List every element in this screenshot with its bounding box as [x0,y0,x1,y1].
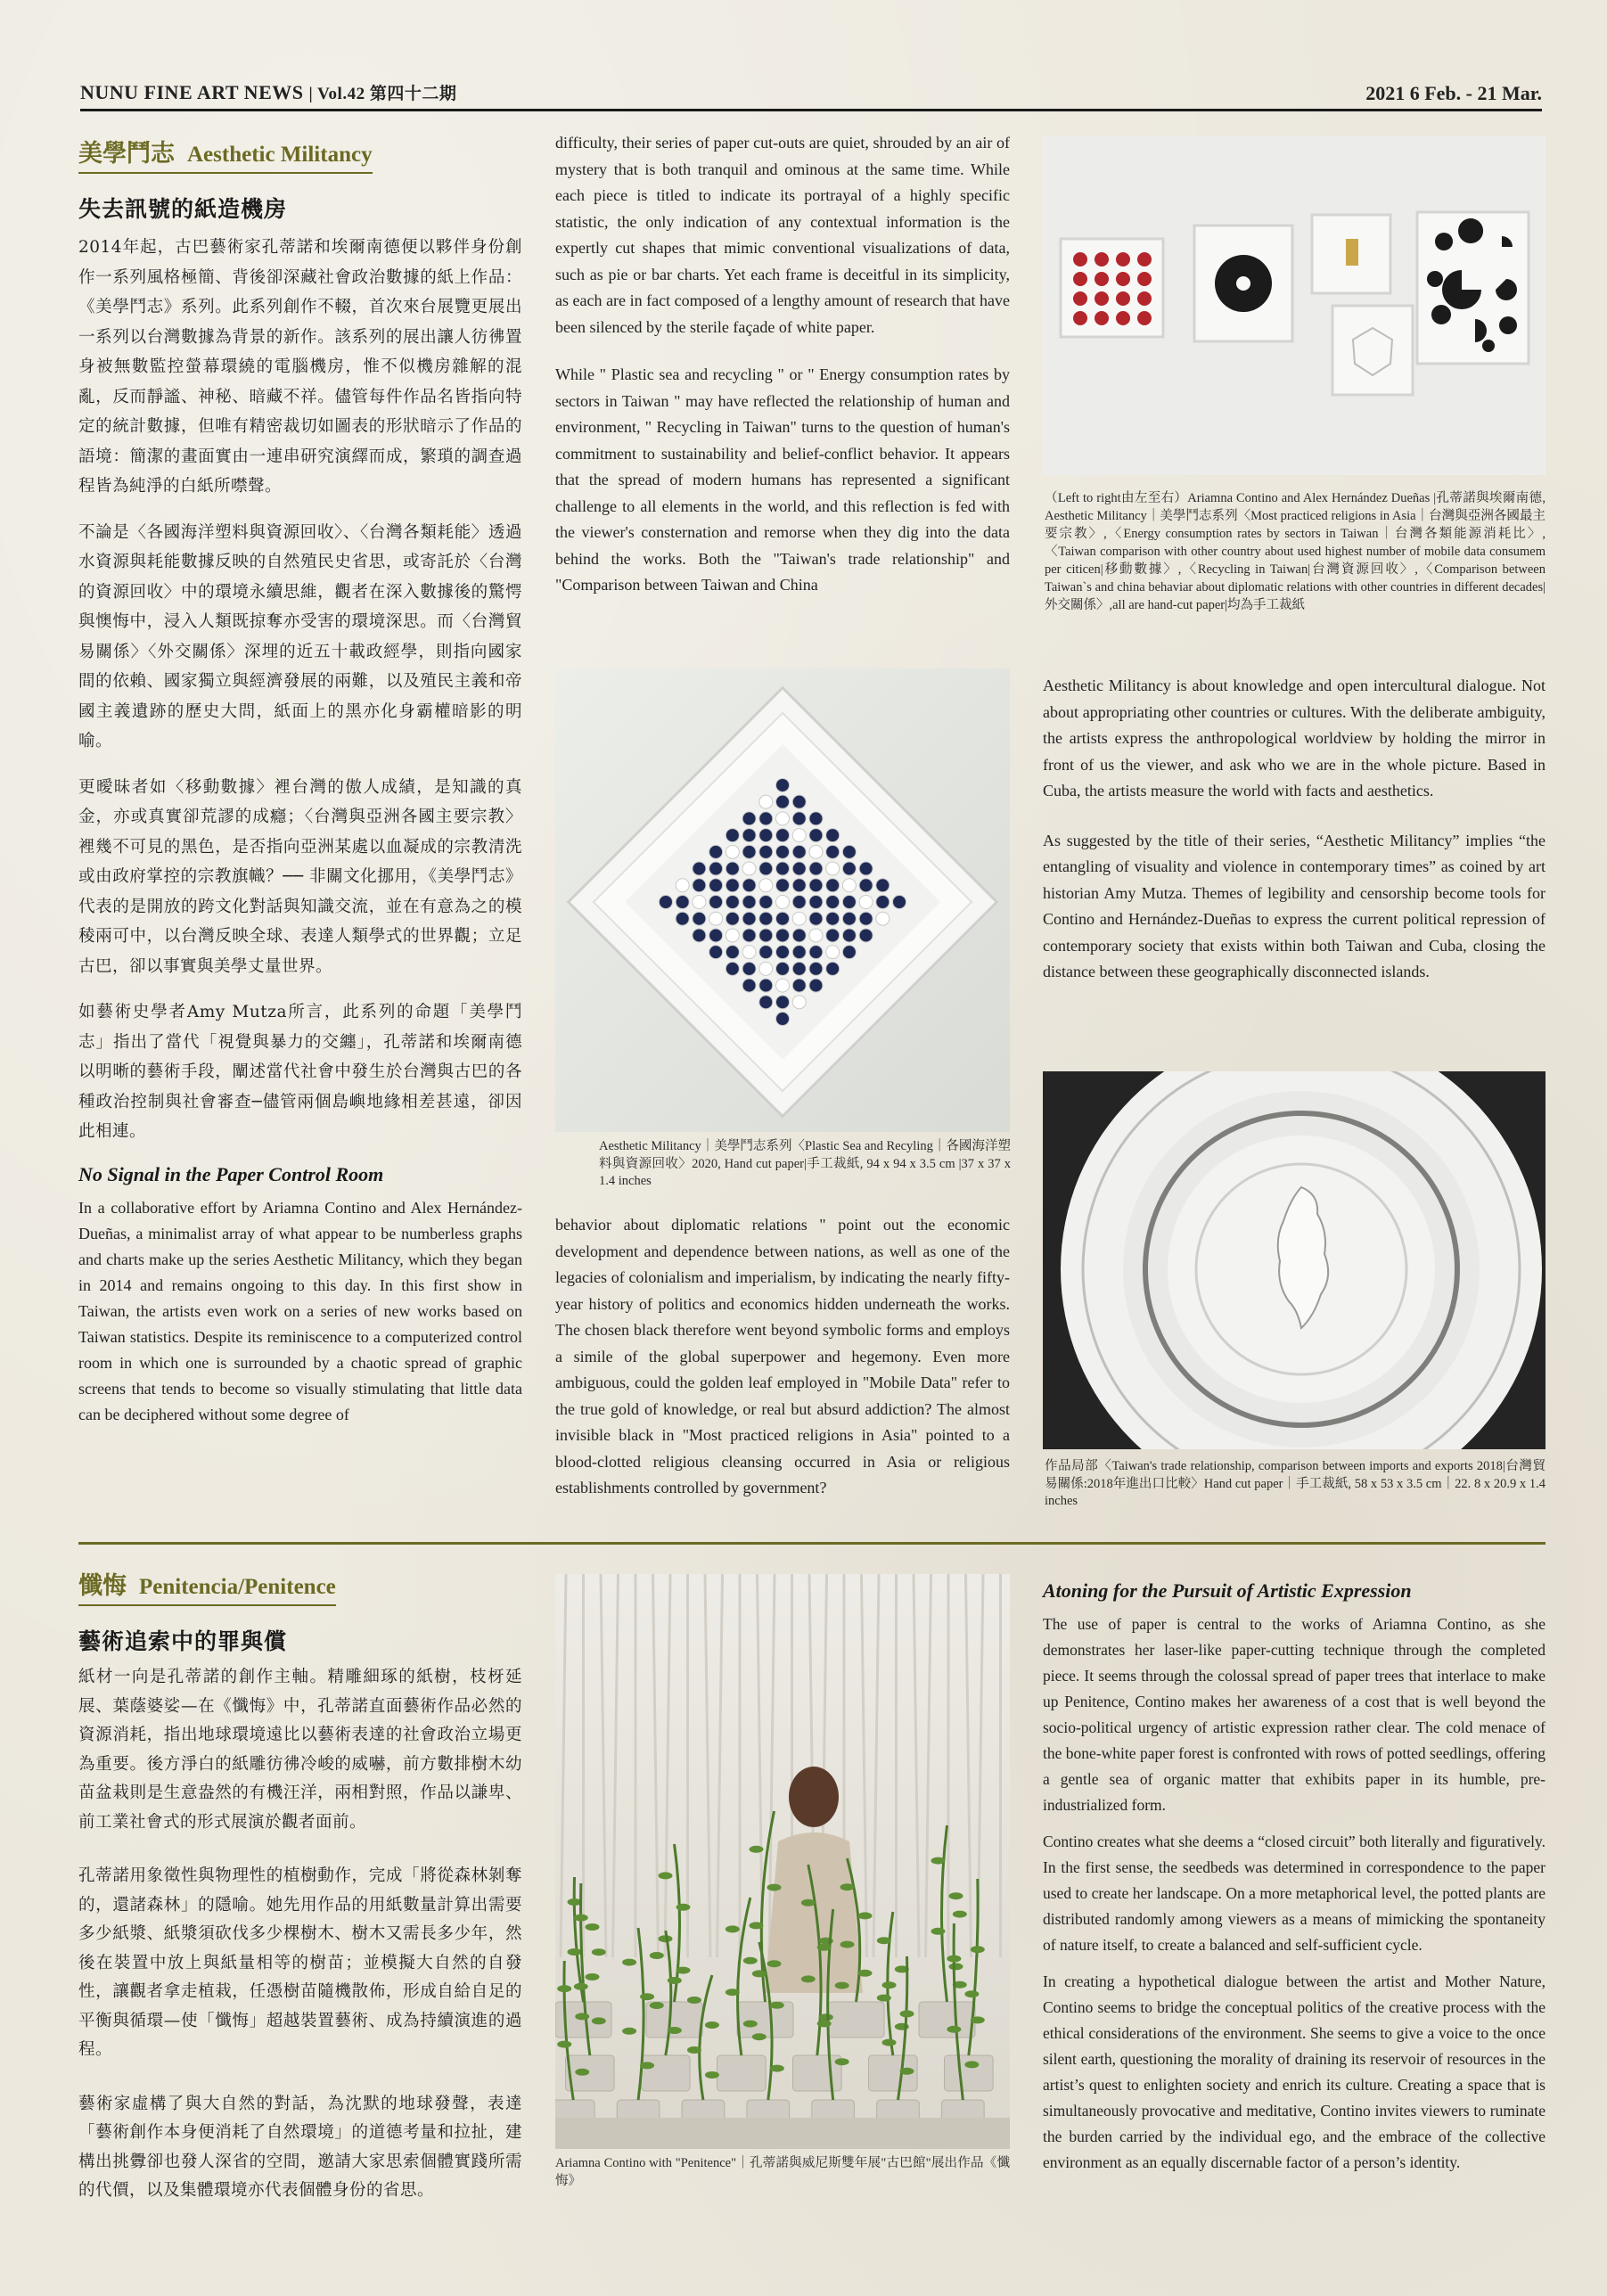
diamond-dot [776,778,790,791]
section2-title-en: Penitencia/Penitence [139,1575,336,1599]
diamond-dot [792,862,806,875]
diamond-dot [809,812,823,825]
diamond-dot [742,912,756,925]
diamond-dot [792,896,806,909]
red-dot [1116,252,1130,266]
diamond-dot [826,896,840,909]
section1-en-paragraph: Aesthetic Militancy is about knowledge and open intercultural dialogue. Not about appropriating other countries or cultures. With the deliberate ambiguity, the artists express the anthropological worldview by holding the mirror in front of us the viewer, and ask who we are in the whole picture. Based in Cuba, the artists measure the world with facts and aesthetics. [1043,676,1546,800]
frame-recycling [1332,306,1413,395]
diamond-dot [759,862,773,875]
diamond-dot [792,812,806,825]
diamond-dot [792,845,806,858]
diamond-dot [876,896,890,909]
diamond-dot [726,946,739,959]
diamond-dot [859,862,873,875]
diamond-dot [842,912,856,925]
diamond-dot [726,879,739,892]
red-dot [1073,252,1087,266]
diamond-dot [842,896,856,909]
section1-subtitle-en: No Signal in the Paper Control Room [78,1162,384,1185]
section1-heading [78,134,373,174]
red-dot [1137,272,1152,286]
section2-title-zh: 懺悔 [78,1572,127,1599]
diamond-dot [776,929,790,942]
diamond-dot [742,862,756,875]
date-range: 2021 6 Feb. - 21 Mar. [1365,82,1542,104]
diamond-dot [759,946,773,959]
photo-penitence [555,1574,1010,2149]
diamond-dot [809,962,823,975]
diamond-artwork-svg [555,668,1010,1132]
diamond-dot [842,879,856,892]
diamond-dot [742,929,756,942]
publication-title [80,80,456,104]
diamond-dot [726,912,739,925]
diamond-dot [809,896,823,909]
diamond-dot [809,946,823,959]
section2-column3 [1043,1579,1546,2186]
diamond-dot [776,979,790,992]
diamond-dot [709,862,723,875]
diamond-dot [776,845,790,858]
red-dot [1137,252,1152,266]
diamond-dot [759,962,773,975]
diamond-dot [842,862,856,875]
diamond-dot [759,979,773,992]
diamond-dot [859,896,873,909]
diamond-dot [709,879,723,892]
diamond-dot [792,912,806,925]
diamond-dot [726,862,739,875]
diamond-dot [809,862,823,875]
red-dot [1073,291,1087,306]
diamond-dot [676,912,689,925]
section1-zh-paragraph: 如藝術史學者Amy Mutza所言，此系列的命題「美學鬥志」指出了當代「視覺與暴力的交纏」，孔蒂諾和埃爾南德以明晰的藝術手段，闡述當代社會中發生於台灣與古巴的各種政治控制與社會審查─儘管兩個島嶼地緣相差甚遠，卻因此相連。 [78,1003,522,1141]
red-dot [1116,272,1130,286]
diamond-dot [759,996,773,1009]
diamond-dot [776,962,790,975]
red-dot [1073,272,1087,286]
caption-trade-detail: 作品局部〈Taiwan's trade relationship, comparison between imports and exports 2018|台灣貿易關係:2018年進出口比較〉Hand cut paper｜手工裁紙, 58 x 53 x 3.5 cm｜22. 8 x 20.9 x 1.4 inches [1045,1459,1546,1508]
red-dot [1116,311,1130,325]
section2-zh-paragraph: 藝術家虛構了與大自然的對話，為沈默的地球發聲，表達「藝術創作本身便消耗了自然環境」的道德考量和拉扯，建構出挑釁卻也發人深省的空間，邀請大家思索個體實踐所需的代價，以及集體環境亦代表個體身份的省思。 [78,2094,522,2200]
section1-subtitle-zh: 失去訊號的紙造機房 [78,198,288,222]
diamond-dot [826,912,840,925]
caption-plastic-sea: Aesthetic Militancy｜美學鬥志系列〈Plastic Sea and Recyling｜各國海洋塑料與資源回收〉2020, Hand cut paper|手工裁紙, 94 x 94 x 3.5 cm |37 x 37 x 1.4 inches [599,1139,1011,1188]
diamond-dot [776,946,790,959]
diamond-dot [742,979,756,992]
diamond-dot [826,929,840,942]
section2-en-paragraph: Contino creates what she deems a “closed circuit” both literally and figuratively. In the first sense, the seedbeds was determined in correspondence to the paper used to create her landscape. On a more metaphorical level, the potted plants are distributed randomly among viewers as a means of mimicking the spontaneity of nature itself, to create a balanced and self-sufficient cycle. [1043,1833,1546,1954]
diamond-dot [709,896,723,909]
red-dot [1116,291,1130,306]
section2-zh-paragraph: 孔蒂諾用象徵性與物理性的植樹動作，完成「將從森林剝奪的，還諸森林」的隱喻。她先用作品的用紙數量計算出需要多少紙漿、紙漿須砍伐多少棵樹木、樹木又需長多少年，然後在裝置中放上與紙量相等的樹苗；並模擬大自然的自發性，讓觀者拿走植栽，任憑樹苗隨機散佈，形成自給自足的平衡與循環—使「懺悔」超越裝置藝術、成為持續演進的過程。 [78,1866,522,2059]
diamond-dot [792,929,806,942]
section1-zh-paragraph: 不論是〈各國海洋塑料與資源回收〉、〈台灣各類耗能〉透過水資源與耗能數據反映的自然殖民史省思，或寄託於〈台灣的資源回收〉中的環境永續思維，觀者在深入數據後的驚愕與懊悔中，浸入人類既掠奪亦受害的環境深思。而〈台灣貿易關係〉〈外交關係〉深埋的近五十載政經學，則指向國家間的依賴、國家獨立與經濟發展的兩難，以及殖民主義和帝國主義遺跡的歷史大問，紙面上的黑亦化身霸權暗影的明喻。 [78,522,522,750]
section1-column2-top [555,130,1010,615]
diamond-dot [792,946,806,959]
diamond-dot [742,962,756,975]
section1-title-en: Aesthetic Militancy [187,143,373,167]
diamond-dot [809,845,823,858]
diamond-dot [809,912,823,925]
diamond-dot [876,879,890,892]
red-dot [1095,272,1109,286]
section-divider [78,1542,1546,1545]
red-dot [1095,252,1109,266]
section2-zh-paragraph: 紙材一向是孔蒂諾的創作主軸。精雕細琢的紙樹，枝枒延展、葉蔭婆娑—在《懺悔》中，孔蒂諾直面藝術作品必然的資源消耗，指出地球環境遠比以藝術表達的社會政治立場更為重要。後方淨白的紙雕彷彿冷峻的威嚇，前方數排樹木幼苗盆栽則是生意盎然的有機汪洋，兩相對照，作品以謙卑、前工業社會式的形式展演於觀者面前。 [78,1668,522,1832]
red-dot [1137,311,1152,325]
diamond-dot [776,996,790,1009]
diamond-dot [859,929,873,942]
diamond-dot [826,962,840,975]
diamond-dot [792,795,806,808]
diamond-dot [776,862,790,875]
diamond-dot [659,896,672,909]
diamond-dot [759,829,773,842]
diamond-dot [809,829,823,842]
diamond-dot [726,829,739,842]
section1-title-zh: 美學鬥志 [78,140,175,167]
section2-heading [78,1566,336,1606]
red-dot [1073,311,1087,325]
diamond-dot [792,962,806,975]
trade-detail-svg [1043,1071,1546,1449]
diamond-dot [726,929,739,942]
diamond-dot [693,896,706,909]
diamond-dot [776,1013,790,1026]
red-dot [1095,291,1109,306]
section1-en-paragraph: While " Plastic sea and recycling " or " Energy consumption rates by sectors in Taiwan " may have reflected the relationship of human and environment, " Recycling in Taiwan" turns to the question of human's commitment to sustainability and belief-conflict behavior. It appears that the spread of modern humans has represented a significant challenge to all elements in the world, and this reflection is fed with the viewer's consternation and remorse when they dig into the data behind the works. Both the "Taiwan's trade relationship" and "Comparison between Taiwan and China [555,365,1010,594]
artwork-wall-installation-image [1043,136,1546,475]
diamond-dot [826,845,840,858]
section2-column1 [78,1566,522,2222]
diamond-dot [826,829,840,842]
diamond-dot [709,946,723,959]
diamond-dot [876,912,890,925]
diamond-dot [693,912,706,925]
diamond-dot [759,896,773,909]
diamond-dot [792,829,806,842]
diamond-dot [776,879,790,892]
diamond-dot [842,929,856,942]
diamond-dot [826,946,840,959]
section1-column2-bottom [555,1212,1010,1518]
publication-name: NUNU FINE ART NEWS [80,81,304,103]
diamond-dot [726,962,739,975]
diamond-dot [859,912,873,925]
section2-en-paragraph: The use of paper is central to the works of Ariamna Contino, as she demonstrates her laser-like paper-cutting technique through the completed piece. It seems through the colossal spread of paper trees that interlace to make up Penitence, Contino makes her awareness of a cost that is well beyond the socio-political urgency of artistic expression rather clear. The cold menace of the bone-white paper forest is confronted with rows of potted seedlings, offering a gentle sea of organic matter that exhibits paper in its humble, pre-industrialized form. [1043,1615,1546,1814]
red-dot [1095,311,1109,325]
diamond-dot [742,946,756,959]
diamond-dot [709,845,723,858]
diamond-dot [776,829,790,842]
diamond-dot [759,845,773,858]
diamond-dot [826,862,840,875]
section1-en-paragraph: difficulty, their series of paper cut-outs are quiet, shrouded by an air of mystery that is both tranquil and ominous at the same time. While each piece is titled to indicate its portrayal of a highly specific statistic, the only indication of any contextual information is the expertly cut shapes that mimic conventional visualizations of data, such as pie or bar charts. Yet each frame is deceitful in its simplicity, as each are in fact composed of a lengthy amount of research that have been silenced by the sterile façade of white paper. [555,134,1010,336]
diamond-dot [776,795,790,808]
section1-en-paragraph: In a collaborative effort by Ariamna Contino and Alex Hernández-Dueñas, a minimalist array of what appear to be numberless graphs and charts make up the series Aesthetic Militancy, which they began in 2014 and remains ongoing to this day. In this first show in Taiwan, the artists even work on a series of new works based on Taiwan statistics. Despite its reminiscence to a computerized control room in which one is surrounded by a chaotic spread of graphic screens that tends to become so visually stimulating that little data can be deciphered without some degree of [78,1198,522,1423]
diamond-dot [726,845,739,858]
diamond-dot [826,879,840,892]
section1-column1 [78,134,522,1444]
diamond-dot [776,896,790,909]
diamond-dot [742,845,756,858]
diamond-dot [893,896,906,909]
diamond-dot [693,879,706,892]
diamond-dot [792,979,806,992]
diamond-dot [742,812,756,825]
section1-zh-paragraph: 2014年起，古巴藝術家孔蒂諾和埃爾南德便以夥伴身份創作一系列風格極簡、背後卻深藏社會政治數據的紙上作品：《美學鬥志》系列。此系列創作不輟，首次來台展覽更展出一系列以台灣數據為背景的新作。該系列的展出讓人彷彿置身被無數監控螢幕環繞的電腦機房，惟不似機房雜解的混亂，反而靜謐、神秘、暗藏不祥。儘管每件作品名皆指向特定的統計數據，但唯有精密裁切如圖表的形狀暗示了作品的語境：簡潔的畫面實由一連串研究演繹而成，繁瑣的調查過程皆為純淨的白紙所噤聲。 [78,238,522,496]
diamond-dot [742,879,756,892]
diamond-dot [759,795,773,808]
section1-column3-text [1043,673,1546,1002]
masthead [80,78,1542,111]
diamond-dot [809,879,823,892]
diamond-dot [809,979,823,992]
diamond-dot [676,896,689,909]
diamond-dot [742,896,756,909]
penitence-photo-svg [555,1574,1010,2149]
caption-wall-installation: （Left to right由左至右）Ariamna Contino and Alex Hernández Dueñas |孔蒂諾與埃爾南德, Aesthetic Militancy｜美學鬥志系列〈Most practiced religions in Asia｜台灣與亞洲各國最主要宗教〉,〈Energy consumption rates by sectors in Taiwan｜台灣各類能源消耗比〉,〈Taiwan comparison with other country about used highest number of mobile data consumem per citicen|移動數據〉,〈Recycling in Taiwan|台灣資源回收〉,〈Comparison between Taiwan`s and china behaviar about diplomatic relations with other countries in different decades|外交關係〉,all are hand-cut paper|均為手工裁紙 [1045,491,1546,612]
section2-subtitle-en: Atoning for the Pursuit of Artistic Expression [1043,1579,1412,1602]
diamond-dot [759,812,773,825]
diamond-dot [859,879,873,892]
diamond-dot [792,996,806,1009]
section2-subtitle-zh: 藝術追索中的罪與償 [78,1630,288,1654]
diamond-dot [792,879,806,892]
artwork-trade-detail-image [1043,1071,1546,1449]
diamond-dot [842,845,856,858]
volume-label: | Vol.42 第四十二期 [308,85,457,103]
diamond-dot [742,829,756,842]
section1-zh-paragraph: 更曖昧者如〈移動數據〉裡台灣的傲人成績，是知識的真金，亦或真實卻荒謬的成癮；〈台灣與亞洲各國主要宗教〉裡幾不可見的黑色，是否指向亞洲某處以血凝成的宗教清洗或由政府掌控的宗教旗幟？── 非關文化挪用，《美學鬥志》代表的是開放的跨文化對話與知識交流，並在有意為之的模稜兩可中，以台灣反映全球、表達人類學式的世界觀；立足古巴，卻以事實與美學丈量世界。 [78,777,522,976]
diamond-dot [759,929,773,942]
caption-penitence-photo: Ariamna Contino with "Penitence"｜孔蒂諾與威尼斯雙年展"古巴館"展出作品《懺悔》 [555,2156,1010,2188]
section1-en-paragraph: behavior about diplomatic relations " point out the economic development and dependence between nations, as well as one of the legacies of colonialism and imperialism, by indicating the nearly fifty-year history of politics and economics hidden underneath the works. The chosen black therefore went beyond symbolic forms and employs a simile of the global superpower and hegemony. Even more ambiguous, could the golden leaf employed in "Mobile Data" refer to the true gold of knowledge, or real but absurd addiction? The almost invisible black in "Most practiced religions in Asia" pointed to a blood-clotted religious cleansing occurred in Asia or religious establishments controlled by government? [555,1216,1010,1496]
diamond-dot [676,879,689,892]
diamond-dot [759,879,773,892]
red-dot [1137,291,1152,306]
section2-en-paragraph: In creating a hypothetical dialogue between the artist and Mother Nature, Contino seems to bridge the conceptual politics of the creative process with the ethical considerations of the environment. She seems to give a voice to the once silent earth, questioning the morality of draining its reservoir of resources in the artist’s quest to enlighten society and enrich its culture. Creating a space that is simultaneously provocative and meditative, Contino invites viewers to ruminate the burden carried by the individual ego, and the embrace of the collective environment as an equally discernable factor of a person’s identity. [1043,1972,1546,2171]
diamond-dot [776,912,790,925]
diamond-dot [726,896,739,909]
diamond-dot [693,929,706,942]
diamond-dot [709,929,723,942]
diamond-dot [809,929,823,942]
diamond-dot [693,862,706,875]
diamond-dot [709,912,723,925]
wall-installation-svg [1043,136,1546,475]
section1-en-paragraph: As suggested by the title of their series, “Aesthetic Militancy” implies “the entangling of visuality and violence in contemporary times” as coined by art historian Amy Mutza. Themes of legibility and censorship become tools for Contino and Hernández-Dueñas to express the current political repression of contemporary society that exists within both Taiwan and Cuba, closing the distance between these geographically disconnected islands. [1043,831,1546,980]
diamond-dot [776,812,790,825]
diamond-dot [759,912,773,925]
artwork-plastic-sea-image [555,668,1010,1132]
diamond-dot [842,946,856,959]
